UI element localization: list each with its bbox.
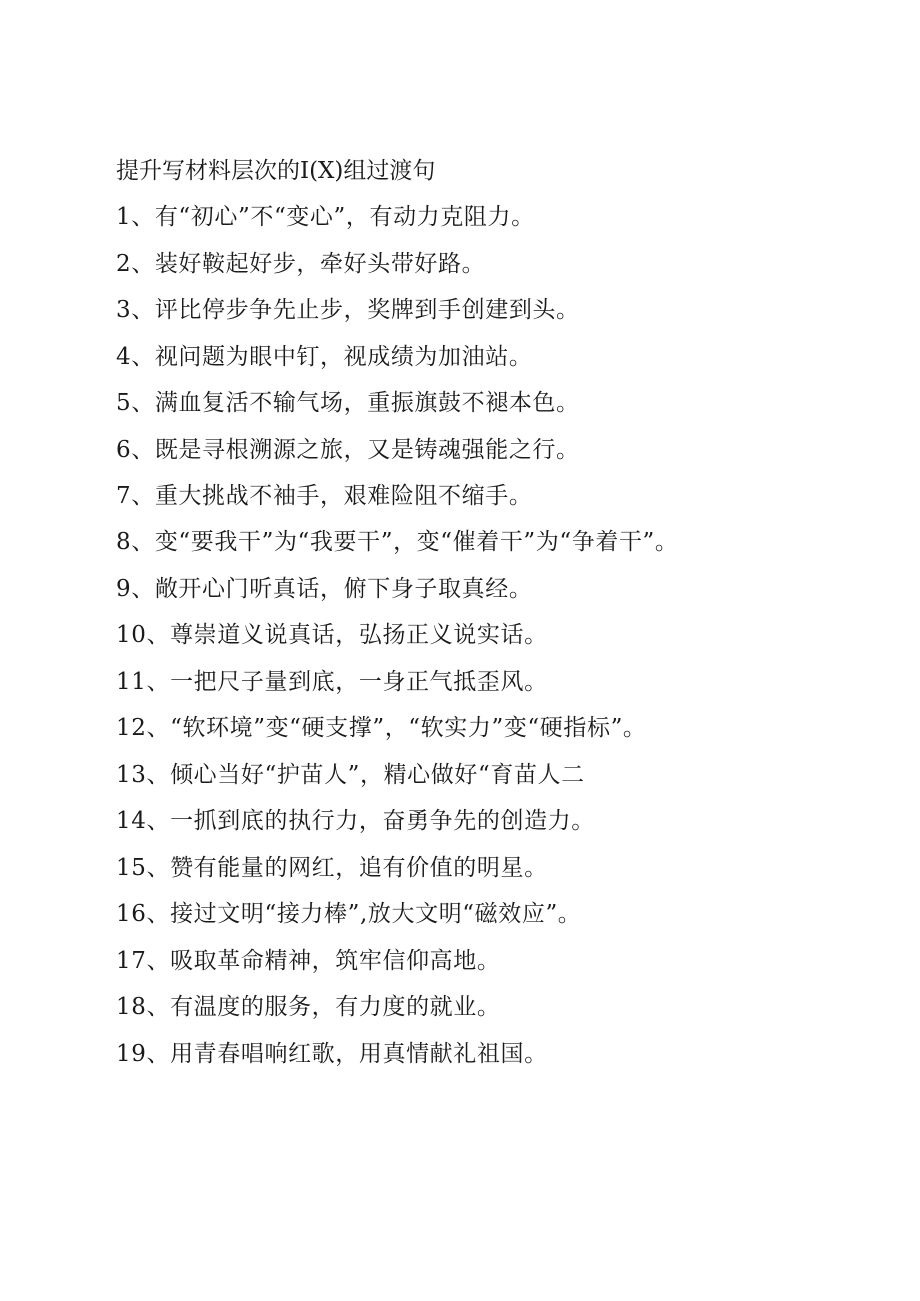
list-item: 2、装好鞍起好步，牵好头带好路。 xyxy=(116,250,486,277)
list-item: 13、倾心当好“护苗人”，精心做好“育苗人二 xyxy=(116,761,585,788)
sentence-list xyxy=(116,194,816,1077)
list-item: 10、尊崇道义说真话，弘扬正义说实话。 xyxy=(116,622,548,648)
list-item: 3、评比停步争先止步，奖牌到手创建到头。 xyxy=(116,297,580,323)
list-item: 8、变“要我干”为“我要干”，变“催着干”为“争着干”。 xyxy=(116,528,679,555)
list-item: 7、重大挑战不袖手，艰难险阻不缩手。 xyxy=(116,483,533,509)
list-item: 1、有“初心”不“变心”，有动力克阻力。 xyxy=(116,204,535,230)
list-item: 12、“软环境”变“硬支撑”，“软实力”变“硬指标”。 xyxy=(116,715,647,741)
document-title: 提升写材料层次的I(X)组过渡句 xyxy=(116,158,436,184)
list-item: 5、满血复活不输气场，重振旗鼓不褪本色。 xyxy=(116,390,580,416)
list-item: 19、用青春唱响红歌，用真情献礼祖国。 xyxy=(116,1040,548,1067)
list-item: 14、一抓到底的执行力，奋勇争先的创造力。 xyxy=(116,808,595,834)
list-item: 18、有温度的服务，有力度的就业。 xyxy=(116,994,501,1020)
list-item: 17、吸取革命精神，筑牢信仰高地。 xyxy=(116,947,501,974)
list-item: 6、既是寻根溯源之旅，又是铸魂强能之行。 xyxy=(116,436,580,463)
document-body xyxy=(116,148,816,1077)
list-item: 9、敞开心门听真话，俯下身子取真经。 xyxy=(116,575,533,602)
list-item: 11、一把尺子量到底，一身正气抵歪风。 xyxy=(116,668,548,695)
list-item: 16、接过文明“接力棒”,放大文明“磁效应”。 xyxy=(116,901,582,927)
list-item: 4、视问题为眼中钉，视成绩为加油站。 xyxy=(116,343,533,370)
list-item: 15、赞有能量的网红，追有价值的明星。 xyxy=(116,854,548,881)
